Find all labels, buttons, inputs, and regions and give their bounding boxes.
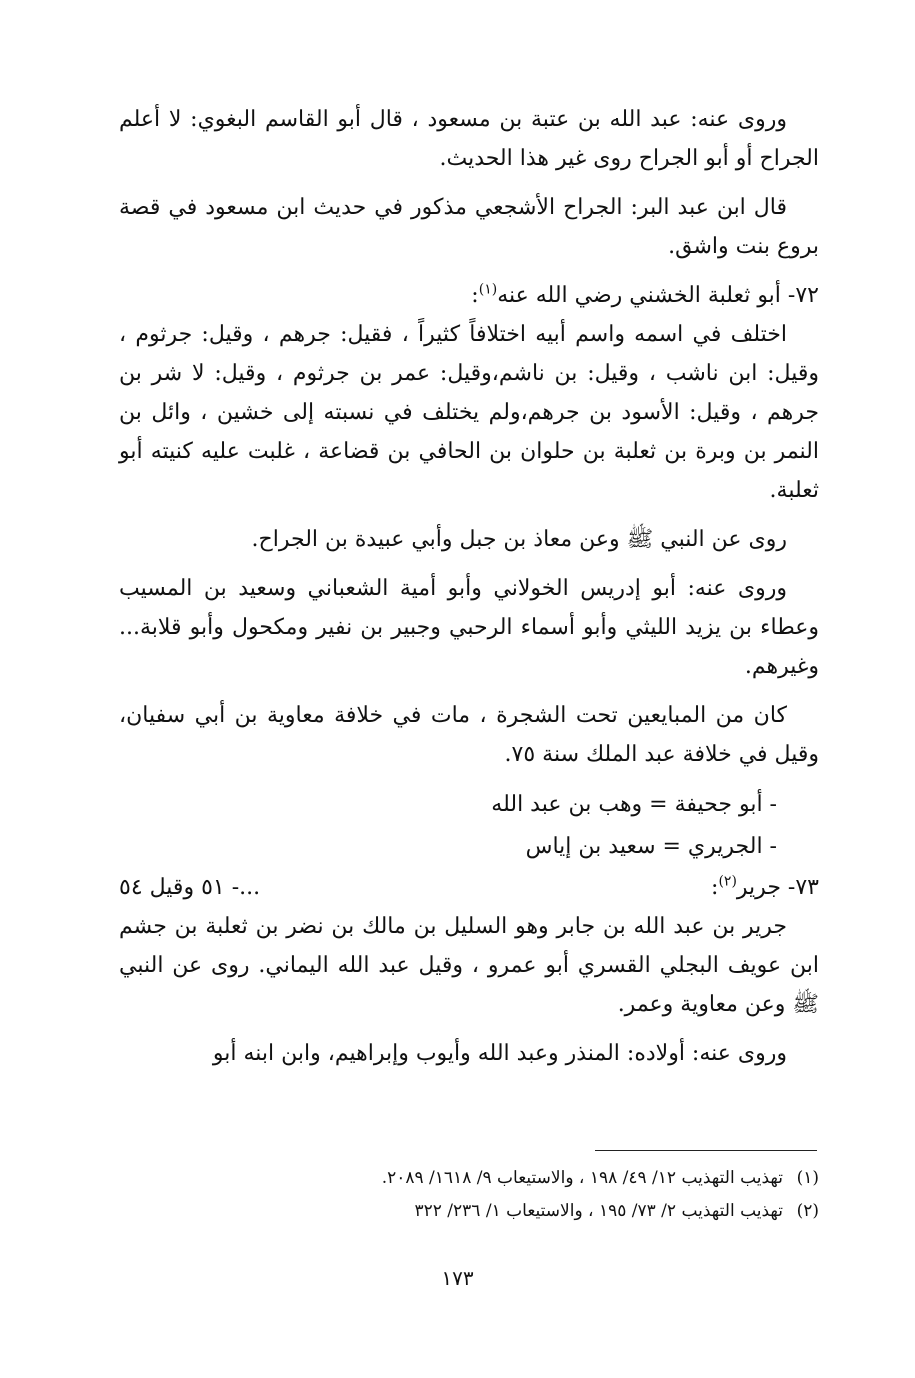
entry-heading-72 <box>119 276 819 315</box>
entry-heading-73 <box>119 868 819 907</box>
footnotes <box>119 1162 819 1228</box>
footnote-number: (٢) <box>796 1201 819 1221</box>
entry-heading-73-text: ٧٣- جرير <box>736 875 819 900</box>
footnote-1 <box>119 1162 819 1195</box>
page-number: ١٧٣ <box>441 1266 474 1290</box>
cross-reference-list <box>119 784 819 868</box>
paragraph-5: وروى عنه: أبو إدريس الخولاني وأبو أمية الشعباني وسعيد بن المسيب وعطاء بن يزيد الليثي وأبو أسماء الرحبي وجبير بن نفير ومكحول وأبو قلابة... وغيرهم. <box>119 576 819 679</box>
footnote-marker-2: (٢) <box>718 873 737 890</box>
footnote-number: (١) <box>796 1168 819 1188</box>
main-text <box>119 100 819 1083</box>
paragraph-8: وروى عنه: أولاده: المنذر وعبد الله وأيوب وإبراهيم، وابن ابنه أبو <box>212 1041 787 1066</box>
death-date-range: ...- ٥١ وقيل ٥٤ <box>119 875 261 900</box>
paragraph-4: روى عن النبي ﷺ وعن معاذ بن جبل وأبي عبيدة بن الجراح. <box>251 527 787 552</box>
entry-heading-73-title <box>711 868 819 907</box>
entry-heading-73-colon: : <box>711 875 719 900</box>
paragraph-3: اختلف في اسمه واسم أبيه اختلافاً كثيراً ، فقيل: جرهم ، وقيل: جرثوم ، وقيل: ابن ناشب ، وقيل: بن ناشم،وقيل: عمر بن جرثوم ، وقيل: لا شر بن جرهم ، وقيل: الأسود بن جرهم،ولم يختلف في نسبته إلى خشين ، وائل بن النمر بن وبرة بن ثعلبة بن حلوان بن الحافي بن قضاعة ، غلبت عليه كنيته أبو ثعلبة. <box>119 322 819 503</box>
paragraph-1: وروى عنه: عبد الله بن عتبة بن مسعود ، قال أبو القاسم البغوي: لا أعلم الجراح أو أبو الجراح روى غير هذا الحديث. <box>119 107 819 171</box>
footnote-2 <box>119 1195 819 1228</box>
paragraph-6: كان من المبايعين تحت الشجرة ، مات في خلافة معاوية بن أبي سفيان، وقيل في خلافة عبد الملك سنة ٧٥. <box>119 703 819 767</box>
paragraph-2: قال ابن عبد البر: الجراح الأشجعي مذكور في حديث ابن مسعود في قصة بروع بنت واشق. <box>119 195 819 259</box>
entry-heading-72-colon: : <box>471 283 479 308</box>
footnote-text: تهذيب التهذيب ١٢/ ٤٩/ ١٩٨ ، والاستيعاب ٩/ ١٦١٨/ ٢٠٨٩. <box>381 1168 783 1188</box>
cross-reference-item: - الجريري = سعيد بن إياس <box>525 834 777 859</box>
footnote-marker-1: (١) <box>478 281 498 298</box>
cross-reference-item: - أبو جحيفة = وهب بن عبد الله <box>491 792 777 817</box>
paragraph-7: جرير بن عبد الله بن جابر وهو السليل بن مالك بن نضر بن ثعلبة بن جشم ابن عويف البجلي القسري أبو عمرو ، وقيل عبد الله اليماني. روى عن النبي ﷺ وعن معاوية وعمر. <box>119 914 819 1017</box>
footnote-divider <box>595 1150 817 1151</box>
footnote-text: تهذيب التهذيب ٢/ ٧٣/ ١٩٥ ، والاستيعاب ١/ ٢٣٦/ ٣٢٢ <box>414 1201 783 1221</box>
entry-heading-72-text: ٧٢- أبو ثعلبة الخشني رضي الله عنه <box>497 283 819 308</box>
